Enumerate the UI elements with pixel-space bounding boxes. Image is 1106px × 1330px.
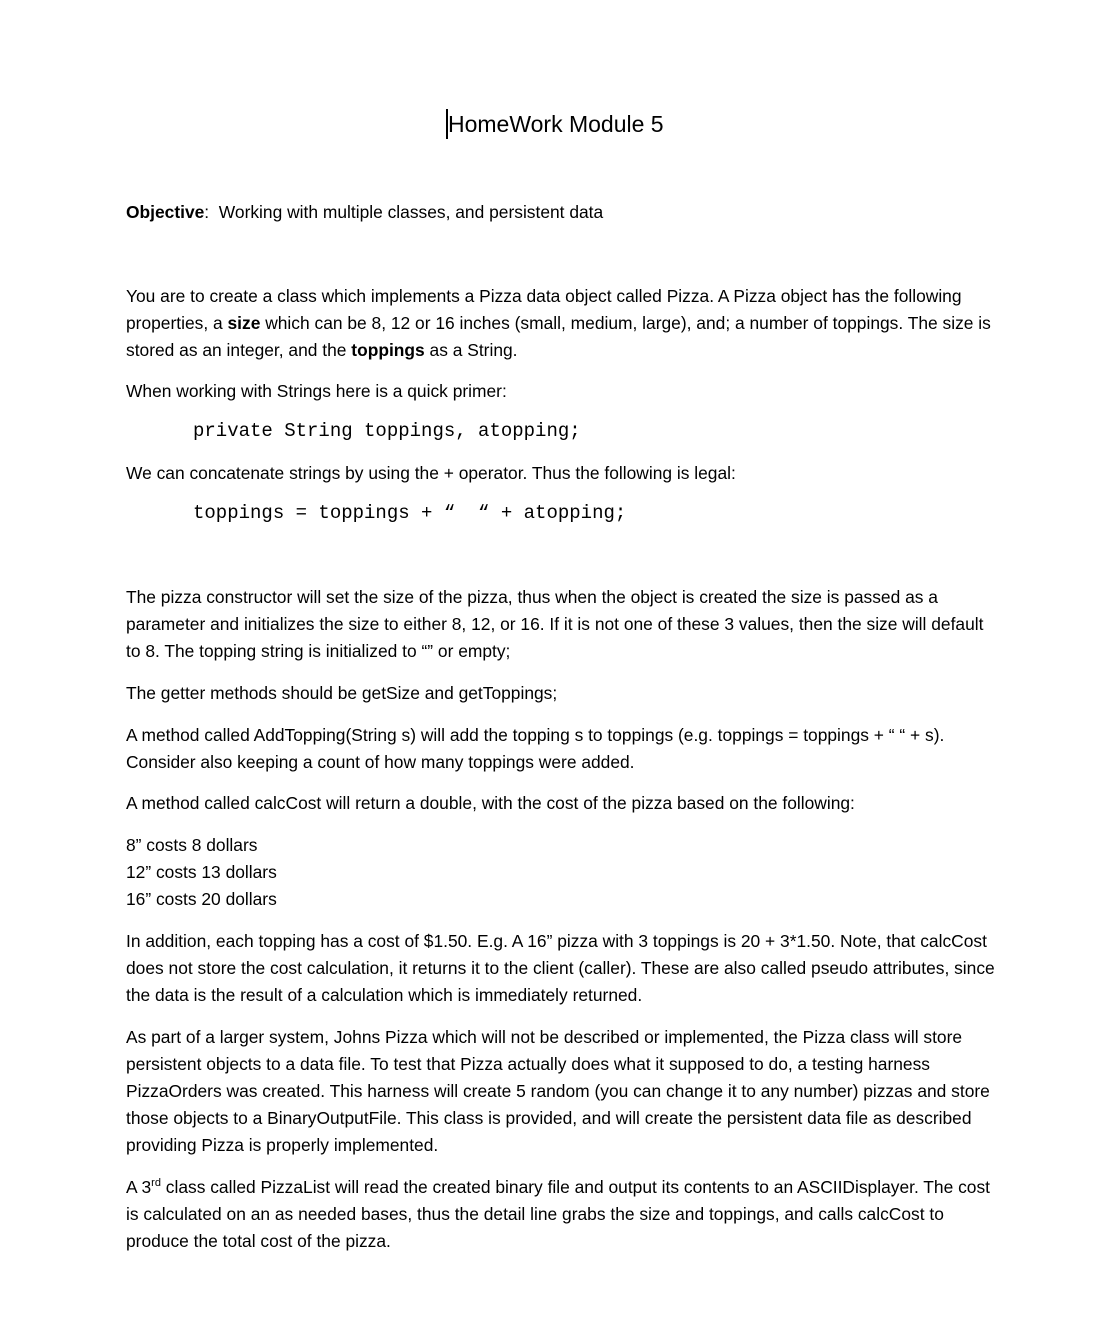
price-item-8: 8” costs 8 dollars	[126, 835, 258, 855]
addition-paragraph: In addition, each topping has a cost of $1.50. E.g. A 16” pizza with 3 toppings is 20 + 3*1.50. Note, that calcCost does not store the cost calculation, it returns it to the client (caller). These are also called pseudo attributes, since the data is the result of a calculation which is immediately returned.	[126, 931, 995, 1005]
price-item-12: 12” costs 13 dollars	[126, 862, 277, 882]
system-paragraph: As part of a larger system, Johns Pizza which will not be described or implemented, the Pizza class will store persistent objects to a data file. To test that Pizza actually does what it supposed to do, a testing harness PizzaOrders was created. This harness will create 5 random (you can change it to any number) pizzas and store those objects to a BinaryOutputFile. This class is provided, and will create the persistent data file as described providing Pizza is properly implemented.	[126, 1027, 990, 1155]
concat-paragraph: We can concatenate strings by using the + operator. Thus the following is legal:	[126, 463, 736, 483]
intro-text-3: as a String.	[424, 340, 518, 360]
third-superscript: rd	[151, 1177, 161, 1189]
objective-separator: :	[204, 202, 219, 222]
third-text-1: A 3	[126, 1177, 152, 1197]
intro-bold-toppings: toppings	[351, 340, 425, 360]
objective-label: Objective	[126, 202, 205, 222]
text-cursor	[446, 109, 448, 139]
intro-text-1: You are to create a class which implements a Pizza data object called Pizza. A Pizza object has the following properties, a	[126, 286, 962, 333]
calccost-paragraph: A method called calcCost will return a double, with the cost of the pizza based on the following:	[126, 793, 855, 813]
getter-paragraph: The getter methods should be getSize and getToppings;	[126, 683, 558, 703]
code-concatenation: toppings = toppings + “ “ + atopping;	[193, 502, 627, 524]
objective-text: Working with multiple classes, and persistent data	[218, 202, 604, 222]
code-declaration: private String toppings, atopping;	[193, 420, 581, 442]
third-text-2: class called PizzaList will read the created binary file and output its contents to an ASCIIDisplayer. The cost is calculated on an as needed bases, thus the detail line grabs the size and toppings, and calls calcCost to produce the total cost of the pizza.	[126, 1177, 990, 1251]
title-text: HomeWork Module 5	[448, 111, 664, 137]
price-list	[126, 832, 996, 913]
addtopping-paragraph: A method called AddTopping(String s) will add the topping s to toppings (e.g. toppings = toppings + “ “ + s). Consider also keeping a count of how many toppings were added.	[126, 725, 945, 772]
objective-paragraph	[126, 199, 996, 226]
price-item-16: 16” costs 20 dollars	[126, 889, 277, 909]
intro-bold-size: size	[227, 313, 261, 333]
constructor-paragraph: The pizza constructor will set the size of the pizza, thus when the object is created the size is passed as a parameter and initializes the size to either 8, 12, or 16. If it is not one of these 3 values, then the size will default to 8. The topping string is initialized to “” or empty;	[126, 587, 984, 661]
document-title	[448, 108, 664, 140]
intro-text-2: which can be 8, 12 or 16 inches (small, medium, large), and; a number of toppings. The size is stored as an integer, and the	[126, 313, 991, 360]
strings-primer-paragraph: When working with Strings here is a quick primer:	[126, 381, 507, 401]
intro-paragraph	[126, 283, 996, 364]
third-class-paragraph	[126, 1174, 996, 1255]
